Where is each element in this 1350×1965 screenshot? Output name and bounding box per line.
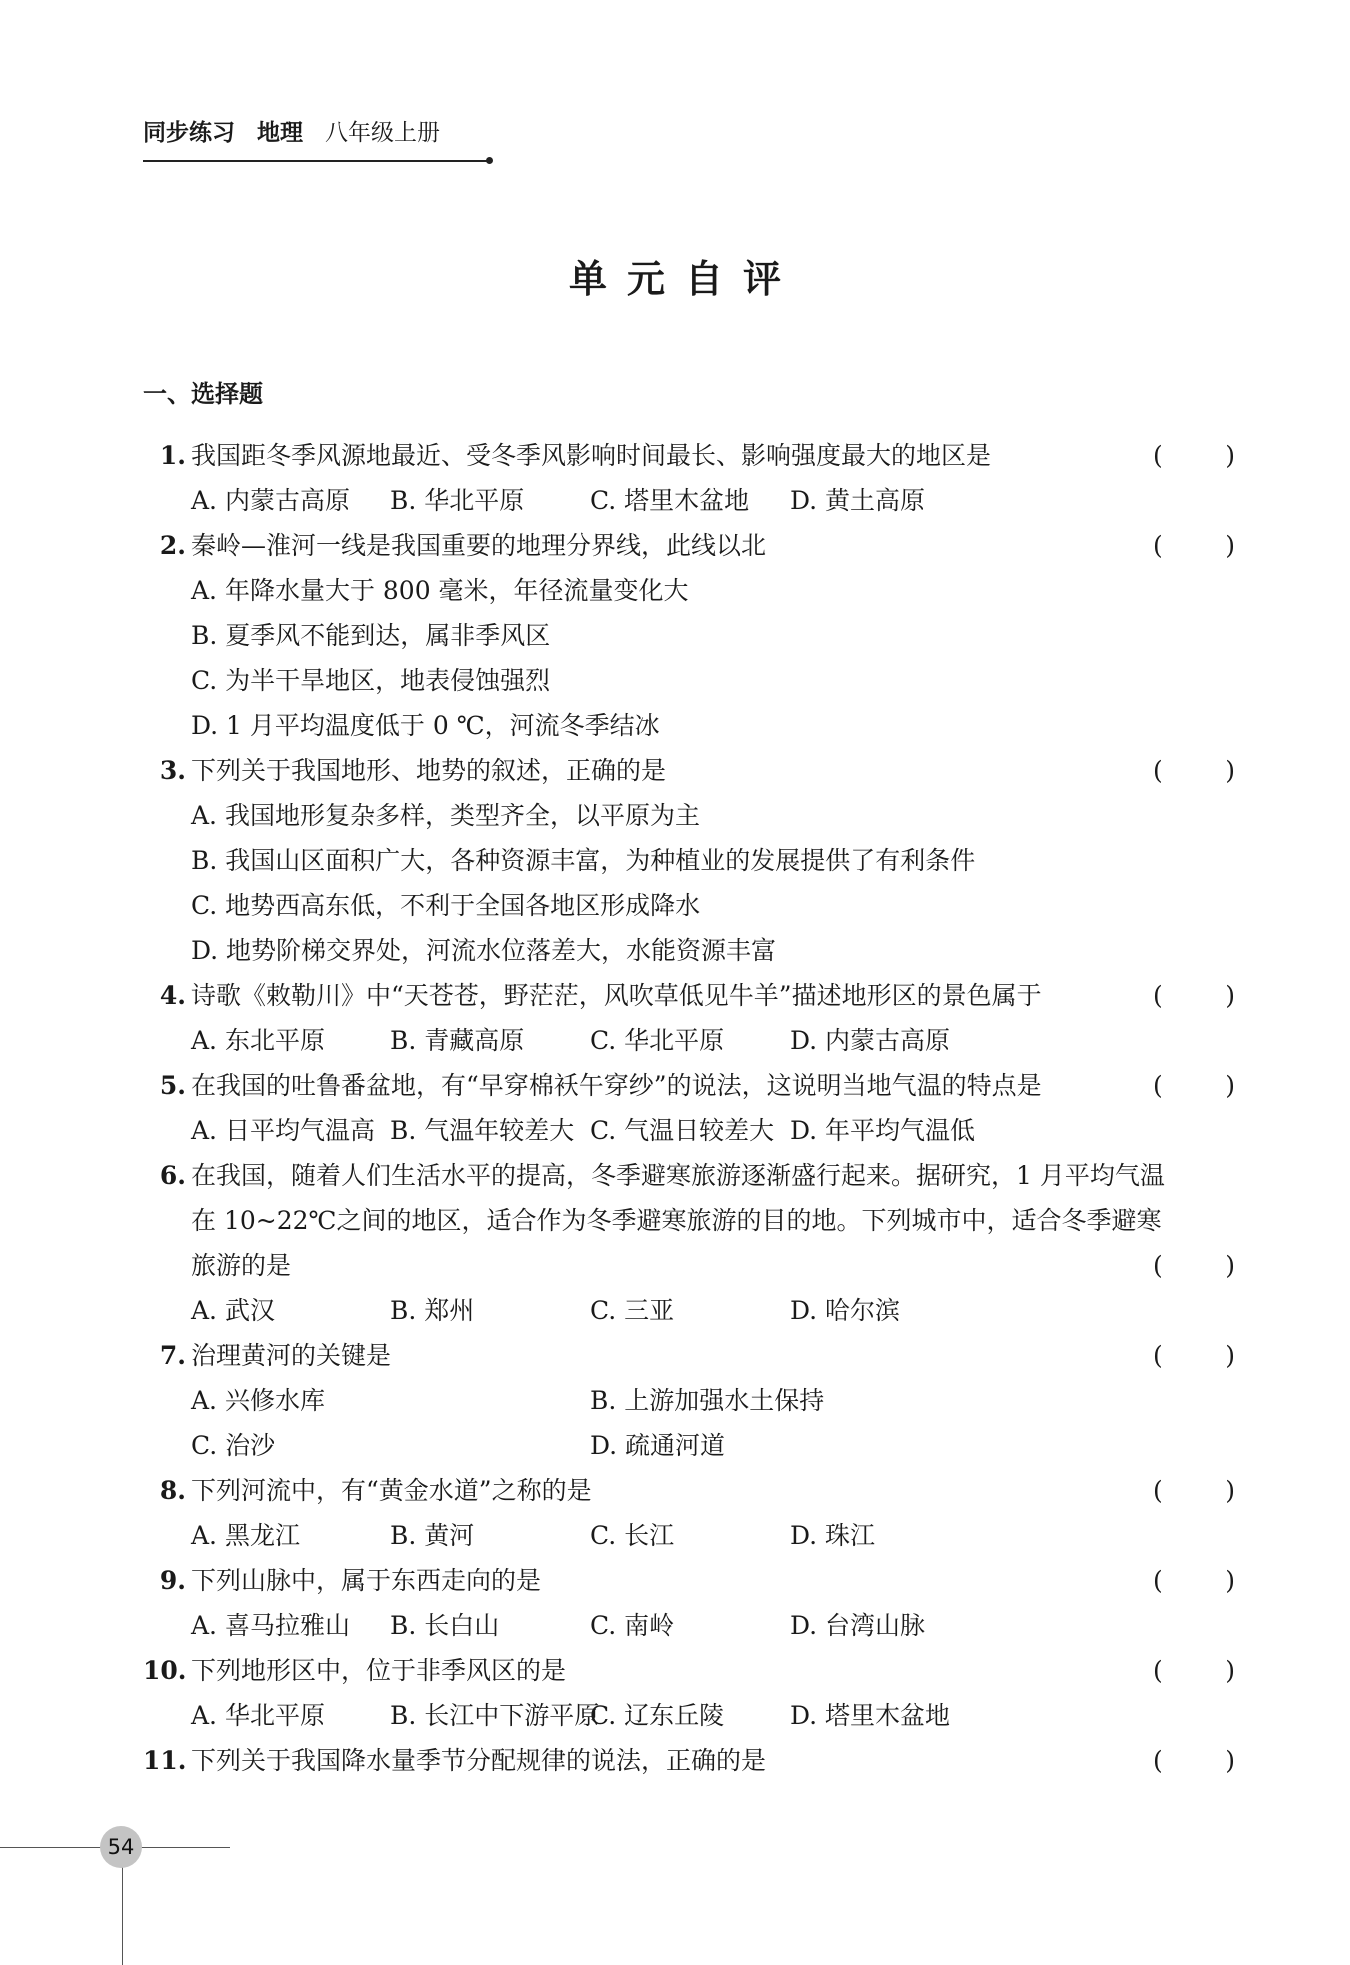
option-d: D. 年平均气温低 [790,1116,976,1145]
question-item [143,433,1235,523]
question-stem-line [143,973,1235,1018]
page-title: 单元自评 [568,256,801,301]
option-a: A. 黑龙江 [191,1521,300,1550]
running-header [143,118,440,148]
question-stem-text: 下列山脉中，属于东西走向的是 [191,1566,542,1595]
question-item [143,1648,1235,1738]
answer-paren-open: ( [1153,1071,1163,1100]
answer-blank [1153,748,1235,793]
question-item [143,1558,1235,1648]
option-b: B. 气温年较差大 [390,1116,575,1145]
option-a: A. 我国地形复杂多样，类型齐全，以平原为主 [191,801,700,830]
option-c: C. 气温日较差大 [590,1116,775,1145]
option-b: B. 夏季风不能到达，属非季风区 [191,621,551,650]
answer-paren-close: ) [1225,531,1235,560]
header-subject: 地理 [257,120,303,146]
question-stem-line [143,1558,1235,1603]
answer-blank [1153,1333,1235,1378]
question-number: 7. [159,1341,186,1370]
question-stem-line [143,1243,1235,1288]
header-grade: 八年级上册 [325,120,440,146]
answer-paren-open: ( [1153,981,1163,1010]
option-d: D. 塔里木盆地 [790,1701,951,1730]
option-d: D. 1 月平均温度低于 0 ℃，河流冬季结冰 [191,711,660,740]
answer-blank [1153,1648,1235,1693]
question-stem-line [143,1738,1235,1783]
answer-paren-close: ) [1225,756,1235,785]
answer-paren-open: ( [1153,531,1163,560]
question-stem-line [143,1063,1235,1108]
question-list [143,433,1235,1783]
question-number: 11. [143,1746,187,1775]
question-stem-text: 在 10~22℃之间的地区，适合作为冬季避寒旅游的目的地。下列城市中，适合冬季避寒 [191,1206,1162,1235]
answer-paren-close: ) [1225,1656,1235,1685]
question-item [143,1063,1235,1153]
page-number: 54 [100,1826,142,1868]
answer-paren-close: ) [1225,1251,1235,1280]
header-series: 同步练习 [143,120,235,146]
option-b: B. 长白山 [390,1611,500,1640]
answer-paren-close: ) [1225,1071,1235,1100]
answer-paren-open: ( [1153,1566,1163,1595]
question-item [143,973,1235,1063]
option-d: D. 地势阶梯交界处，河流水位落差大，水能资源丰富 [191,936,777,965]
option-c: C. 三亚 [590,1296,675,1325]
question-number: 2. [159,531,186,560]
question-stem-text: 下列地形区中，位于非季风区的是 [191,1656,567,1685]
answer-paren-open: ( [1153,1341,1163,1370]
option-b: B. 青藏高原 [390,1026,525,1055]
question-stem-text: 在我国，随着人们生活水平的提高，冬季避寒旅游逐渐盛行起来。据研究，1 月平均气温 [191,1161,1165,1190]
question-number: 3. [159,756,186,785]
answer-paren-close: ) [1225,1746,1235,1775]
answer-paren-open: ( [1153,1656,1163,1685]
question-item [143,1153,1235,1333]
question-number: 8. [159,1476,186,1505]
question-stem-line [143,1153,1235,1198]
question-item [143,748,1235,973]
option-a: A. 东北平原 [191,1026,325,1055]
options-row [143,1018,1235,1063]
answer-paren-open: ( [1153,441,1163,470]
question-number: 6. [159,1161,186,1190]
question-stem-text: 在我国的吐鲁番盆地，有“早穿棉袄午穿纱”的说法，这说明当地气温的特点是 [191,1071,1042,1100]
section-heading: 一、选择题 [143,380,263,408]
answer-paren-open: ( [1153,1746,1163,1775]
option-a: A. 武汉 [191,1296,275,1325]
question-stem-line [143,1648,1235,1693]
options-row [143,478,1235,523]
question-stem-text: 下列河流中，有“黄金水道”之称的是 [191,1476,592,1505]
answer-blank [1153,433,1235,478]
option-d: D. 内蒙古高原 [790,1026,951,1055]
question-item [143,523,1235,748]
option-c: C. 华北平原 [590,1026,725,1055]
question-item [143,1468,1235,1558]
option-c: C. 地势西高东低，不利于全国各地区形成降水 [191,891,701,920]
option-a: A. 日平均气温高 [191,1116,375,1145]
answer-blank [1153,523,1235,568]
question-number: 1. [159,441,186,470]
option-c: C. 塔里木盆地 [590,486,750,515]
options-row [143,1603,1235,1648]
option-a: A. 内蒙古高原 [191,486,350,515]
question-stem-line [143,1468,1235,1513]
options-row [143,1288,1235,1333]
answer-paren-close: ) [1225,1476,1235,1505]
option-b: B. 长江中下游平原 [390,1701,600,1730]
option-c: C. 辽东丘陵 [590,1701,725,1730]
option-b: B. 我国山区面积广大，各种资源丰富，为种植业的发展提供了有利条件 [191,846,976,875]
question-number: 4. [159,981,186,1010]
question-stem-line [143,1198,1235,1243]
question-stem-text: 旅游的是 [191,1251,292,1280]
answer-paren-close: ) [1225,1341,1235,1370]
options-row [143,1513,1235,1558]
question-stem-text: 下列关于我国降水量季节分配规律的说法，正确的是 [191,1746,767,1775]
option-b: B. 上游加强水土保持 [590,1386,825,1415]
question-number: 5. [159,1071,186,1100]
question-stem-line [143,748,1235,793]
option-c: C. 为半干旱地区，地表侵蚀强烈 [191,666,551,695]
question-stem-text: 秦岭—淮河一线是我国重要的地理分界线，此线以北 [191,531,767,560]
option-d: D. 疏通河道 [590,1431,726,1460]
option-b: B. 黄河 [390,1521,475,1550]
options-row [143,1423,1235,1468]
question-stem-text: 治理黄河的关键是 [191,1341,392,1370]
option-a: A. 喜马拉雅山 [191,1611,350,1640]
answer-blank [1153,973,1235,1018]
answer-paren-close: ) [1225,441,1235,470]
question-stem-line [143,523,1235,568]
answer-blank [1153,1738,1235,1783]
answer-paren-open: ( [1153,1476,1163,1505]
options-row [143,1108,1235,1153]
option-c: C. 长江 [590,1521,675,1550]
answer-paren-open: ( [1153,1251,1163,1280]
question-stem-text: 诗歌《敕勒川》中“天苍苍，野茫茫，风吹草低见牛羊”描述地形区的景色属于 [191,981,1042,1010]
question-stem-text: 下列关于我国地形、地势的叙述，正确的是 [191,756,667,785]
option-a: A. 兴修水库 [191,1386,325,1415]
header-rule [143,160,488,162]
options-row [143,1378,1235,1423]
option-d: D. 黄土高原 [790,486,926,515]
options-row [143,1693,1235,1738]
question-stem-line [143,433,1235,478]
option-a: A. 年降水量大于 800 毫米，年径流量变化大 [191,576,689,605]
question-item [143,1333,1235,1468]
option-d: D. 哈尔滨 [790,1296,901,1325]
option-b: B. 华北平原 [390,486,525,515]
question-stem-line [143,1333,1235,1378]
option-b: B. 郑州 [390,1296,475,1325]
question-item [143,1738,1235,1783]
question-number: 10. [143,1656,187,1685]
answer-blank [1153,1558,1235,1603]
header-rule-dot [486,157,493,164]
question-stem-text: 我国距冬季风源地最近、受冬季风影响时间最长、影响强度最大的地区是 [191,441,992,470]
answer-blank [1153,1063,1235,1108]
option-d: D. 珠江 [790,1521,876,1550]
answer-paren-close: ) [1225,981,1235,1010]
option-c: C. 南岭 [590,1611,675,1640]
option-a: A. 华北平原 [191,1701,325,1730]
answer-paren-open: ( [1153,756,1163,785]
answer-blank [1153,1243,1235,1288]
option-c: C. 治沙 [191,1431,276,1460]
option-d: D. 台湾山脉 [790,1611,926,1640]
answer-paren-close: ) [1225,1566,1235,1595]
answer-blank [1153,1468,1235,1513]
question-number: 9. [159,1566,186,1595]
